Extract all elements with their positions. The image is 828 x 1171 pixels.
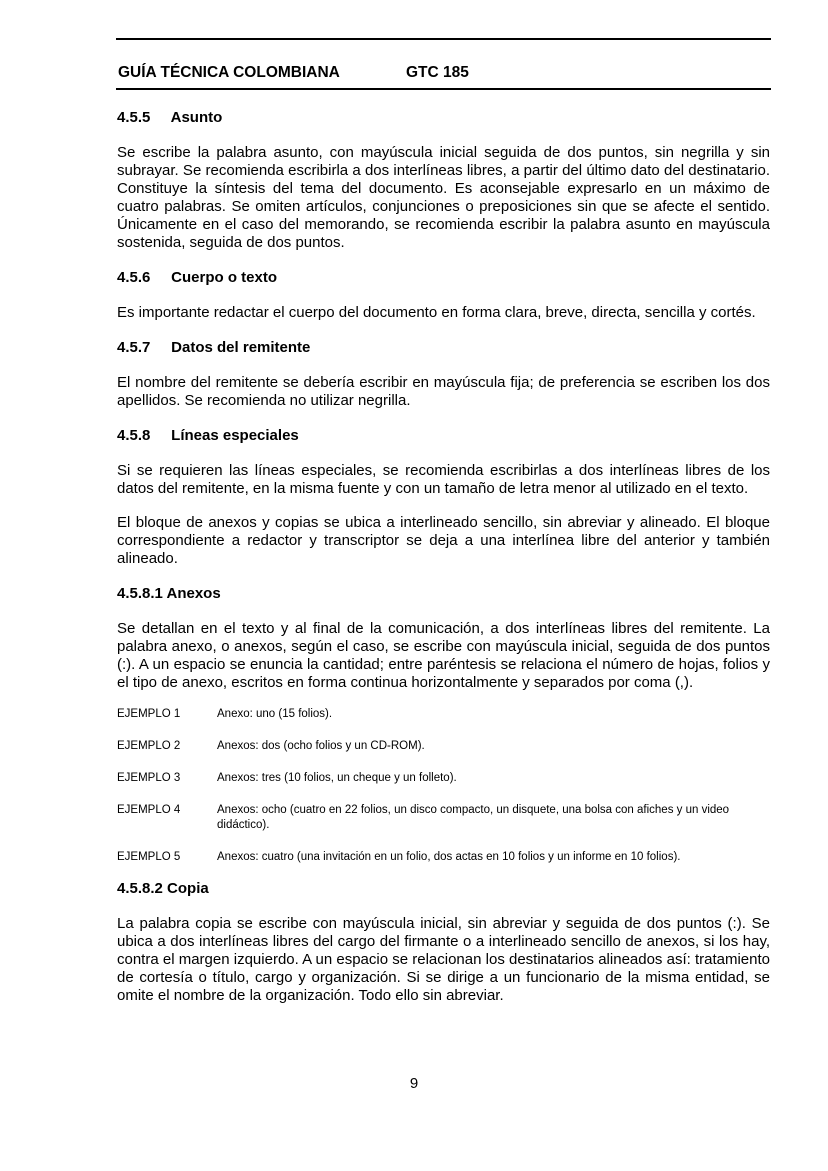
paragraph-anexos: Se detallan en el texto y al final de la comunicación, a dos interlíneas libres del remitente. La palabra anexo, o anexos, según el caso, se escribe con mayúscula inicial, seguida de dos puntos (:). A un espacio se enuncia la cantidad; entre paréntesis se relaciona el número de hojas, folios y el tipo de anexo, escritos en forma continua horizontalmente y separados por coma (,). — [117, 620, 770, 691]
paragraph-copia: La palabra copia se escribe con mayúscula inicial, sin abreviar y seguida de dos puntos (:). Se ubica a dos interlíneas libres del cargo del firmante o a interlineado sencillo de anexos, si los hay, contra el margen izquierdo. A un espacio se relacionan los destinatarios alineados así: tratamiento de cortesía o título, cargo y organización. Si se dirige a un funcionario de la misma entidad, se omite el nombre de la organización. Todo ello sin abreviar. — [117, 915, 770, 1004]
example-text: Anexos: tres (10 folios, un cheque y un folleto). — [217, 772, 457, 784]
example-text: Anexos: ocho (cuatro en 22 folios, un disco compacto, un disquete, una bolsa con afiches y un video didáctico). — [217, 804, 730, 831]
example-label: EJEMPLO 5 — [117, 851, 181, 863]
section-heading-4-5-8 — [117, 426, 770, 446]
section-heading-4-5-8-2: 4.5.8.2 Copia — [117, 880, 209, 897]
example-text: Anexo: uno (15 folios). — [217, 708, 333, 720]
example-label: EJEMPLO 2 — [117, 740, 181, 752]
paragraph-lineas-especiales-2: El bloque de anexos y copias se ubica a interlineado sencillo, sin abreviar y alineado. El bloque correspondiente a redactor y transcriptor se deja a una interlínea libre del anterior y también alineado. — [117, 514, 770, 567]
section-number: 4.5.6 — [117, 269, 151, 286]
paragraph-remitente: El nombre del remitente se debería escribir en mayúscula fija; de preferencia se escriben los dos apellidos. Se recomienda no utilizar negrilla. — [117, 374, 770, 409]
example-item — [117, 771, 770, 786]
header-bottom-rule — [116, 88, 771, 90]
document-series-title: GUÍA TÉCNICA COLOMBIANA — [118, 64, 340, 81]
page-number: 9 — [409, 1075, 419, 1092]
paragraph-lineas-especiales-1: Si se requieren las líneas especiales, se recomienda escribirlas a dos interlíneas libres de los datos del remitente, en la misma fuente y con un tamaño de letra menor al utilizado en el texto. — [117, 462, 770, 497]
section-title: Cuerpo o texto — [171, 269, 278, 286]
section-heading-4-5-7 — [117, 338, 770, 358]
header-top-rule — [116, 38, 771, 40]
example-text: Anexos: cuatro (una invitación en un folio, dos actas en 10 folios y un informe en 10 folios). — [217, 851, 681, 863]
section-title: Asunto — [170, 109, 223, 126]
section-number: 4.5.7 — [117, 339, 151, 356]
section-heading-4-5-6 — [117, 268, 770, 288]
section-heading-4-5-8-1: 4.5.8.1 Anexos — [117, 585, 221, 602]
section-number: 4.5.8 — [117, 427, 151, 444]
section-heading-4-5-5 — [117, 108, 770, 128]
examples-list — [117, 707, 770, 865]
example-item — [117, 707, 770, 722]
page-header — [118, 64, 469, 82]
example-label: EJEMPLO 1 — [117, 708, 181, 720]
document-code: GTC 185 — [406, 64, 469, 81]
example-label: EJEMPLO 3 — [117, 772, 181, 784]
example-item — [117, 803, 770, 833]
example-text: Anexos: dos (ocho folios y un CD-ROM). — [217, 740, 425, 752]
section-title: Líneas especiales — [171, 427, 299, 444]
example-item — [117, 850, 770, 865]
example-label: EJEMPLO 4 — [117, 804, 181, 816]
paragraph-asunto: Se escribe la palabra asunto, con mayúscula inicial seguida de dos puntos, sin negrilla y sin subrayar. Se recomienda escribirla a dos interlíneas libres, a partir del último dato del destinatario. Constituye la síntesis del tema del documento. Es aconsejable expresarlo en un máximo de cuatro palabras. Se omiten artículos, conjunciones o preposiciones sin que se afecte el sentido. Únicamente en el caso del memorando, se recomienda escribir la palabra asunto en mayúscula sostenida, seguida de dos puntos. — [117, 144, 770, 251]
example-item — [117, 739, 770, 754]
section-number: 4.5.5 — [117, 109, 151, 126]
document-body — [117, 108, 770, 1021]
section-title: Datos del remitente — [171, 339, 311, 356]
paragraph-cuerpo: Es importante redactar el cuerpo del documento en forma clara, breve, directa, sencilla y cortés. — [117, 304, 756, 321]
